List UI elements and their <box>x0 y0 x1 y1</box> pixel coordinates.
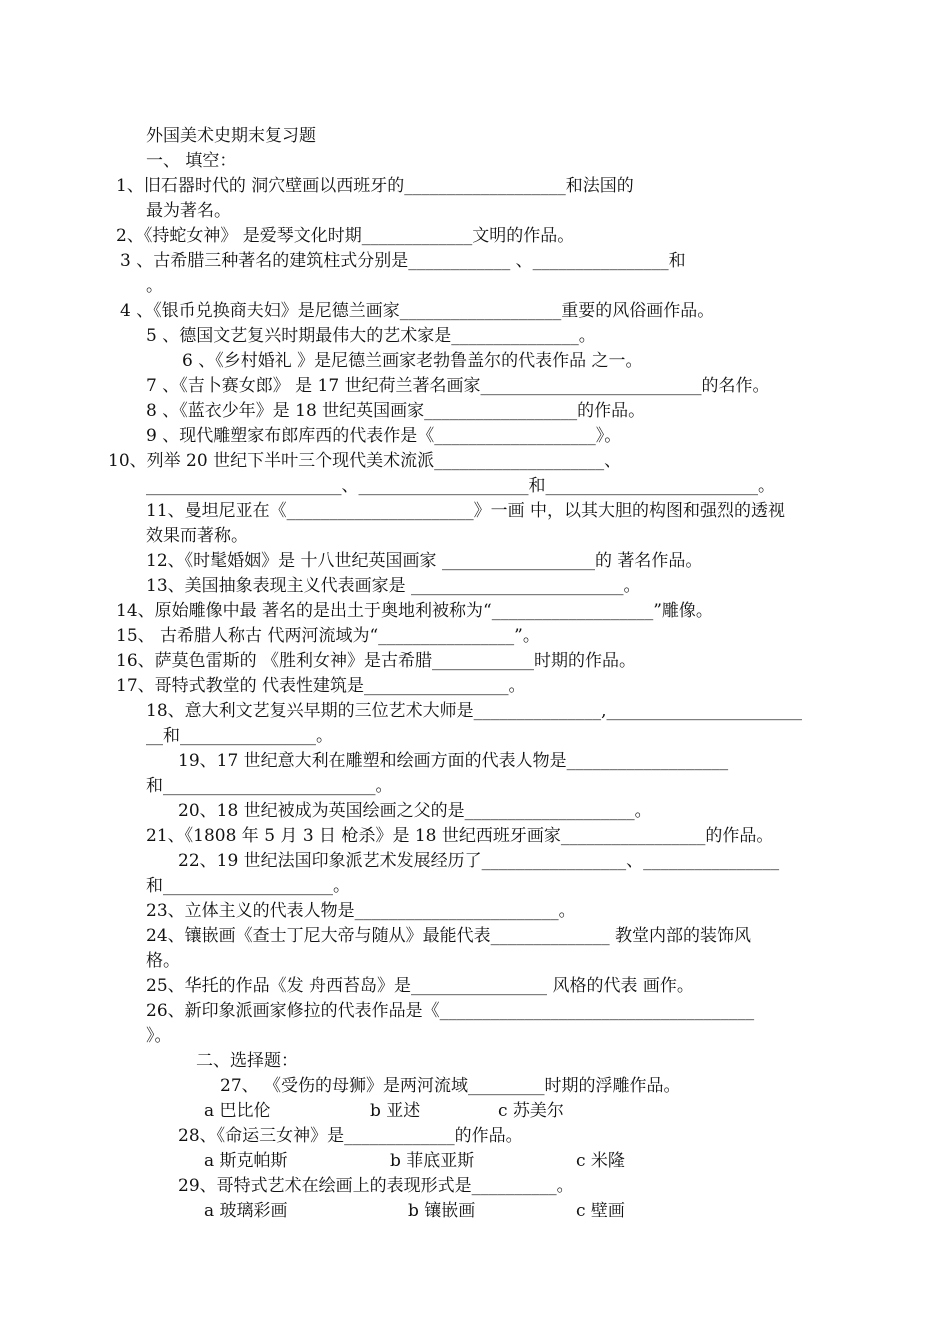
question-line: __和________________。 <box>146 726 333 746</box>
question-line: 26、新印象派画家修拉的代表作品是《_____________________________________ <box>146 1001 755 1021</box>
question-line: 11、曼坦尼亚在《______________________》一画 中，以其大胆的构图和强烈的透视 <box>146 501 786 521</box>
question-line: 19、17 世纪意大利在雕塑和绘画方面的代表人物是___________________ <box>178 751 729 771</box>
page-title: 外国美术史期末复习题 <box>146 126 316 146</box>
question-line: 最为著名。 <box>146 201 231 221</box>
question-line: 22、19 世纪法国印象派艺术发展经历了_________________、________________ <box>178 851 780 871</box>
question-line: 和____________________。 <box>146 876 350 896</box>
question-line: 24、镶嵌画《查士丁尼大帝与随从》最能代表______________ 教堂内部的装饰风 <box>146 926 752 946</box>
question-line: 7 、《吉卜赛女郎》 是 17 世纪荷兰著名画家__________________________的名作。 <box>146 376 770 396</box>
option-b: b 菲底亚斯 <box>390 1151 475 1171</box>
question-line: 2、《持蛇女神》 是爱琴文化时期_____________文明的作品。 <box>116 226 575 246</box>
question-line: _______________________、____________________和_________________________。 <box>146 476 775 496</box>
question-line: 13、美国抽象表现主义代表画家是 _________________________。 <box>146 576 641 596</box>
question-line: 14、原始雕像中最 著名的是出土于奥地利被称为“___________________”雕像。 <box>116 601 713 621</box>
option-a: a 斯克帕斯 <box>204 1151 288 1171</box>
question-line: 5 、德国文艺复兴时期最伟大的艺术家是_______________。 <box>146 326 596 346</box>
question-line: 1、旧石器时代的 洞穴壁画以西班牙的___________________和法国的 <box>116 176 634 196</box>
section-heading-choice: 二、选择题： <box>196 1051 298 1071</box>
question-line: 25、华托的作品《发 舟西苔岛》是________________ 风格的代表 画作。 <box>146 976 694 996</box>
question-line: 20、18 世纪被成为英国绘画之父的是____________________。 <box>178 801 652 821</box>
option-c: c 苏美尔 <box>498 1101 564 1121</box>
question-line: 。 <box>146 276 163 296</box>
question-line: 格。 <box>146 951 180 971</box>
question-line: 8 、《蓝衣少年》是 18 世纪英国画家__________________的作品。 <box>146 401 646 421</box>
question-line: 3 、古希腊三种著名的建筑柱式分别是____________ 、________________和 <box>120 251 686 271</box>
question-line: 21、《1808 年 5 月 3 日 枪杀》是 18 世纪西班牙画家_________________的作品。 <box>146 826 774 846</box>
question-line: 29、哥特式艺术在绘画上的表现形式是__________。 <box>178 1176 574 1196</box>
question-line: 》。 <box>146 1026 172 1046</box>
question-line: 4 、《银币兑换商夫妇》是尼德兰画家___________________重要的风俗画作品。 <box>120 301 715 321</box>
option-b: b 镶嵌画 <box>408 1201 476 1221</box>
question-line: 15、 古希腊人称古 代两河流域为“________________”。 <box>116 626 540 646</box>
option-c: c 米隆 <box>576 1151 625 1171</box>
question-line: 10、列举 20 世纪下半叶三个现代美术流派____________________、 <box>108 451 622 471</box>
question-line: 效果而著称。 <box>146 526 248 546</box>
option-b: b 亚述 <box>370 1101 421 1121</box>
option-c: c 壁画 <box>576 1201 625 1221</box>
question-line: 9 、现代雕塑家布郎库西的代表作是《___________________》。 <box>146 426 622 446</box>
question-line: 17、哥特式教堂的 代表性建筑是_________________。 <box>116 676 526 696</box>
option-a: a 玻璃彩画 <box>204 1201 288 1221</box>
option-a: a 巴比伦 <box>204 1101 271 1121</box>
question-line: 16、萨莫色雷斯的 《胜利女神》是古希腊____________时期的作品。 <box>116 651 637 671</box>
question-line: 12、《时髦婚姻》是 十八世纪英国画家 __________________的 著名作品。 <box>146 551 703 571</box>
question-line: 27、 《受伤的母狮》是两河流域_________时期的浮雕作品。 <box>220 1076 681 1096</box>
question-line: 23、立体主义的代表人物是________________________。 <box>146 901 576 921</box>
section-heading-fill-in: 一、 填空： <box>146 151 237 171</box>
question-line: 和_________________________。 <box>146 776 393 796</box>
question-line: 28、《命运三女神》是_____________的作品。 <box>178 1126 523 1146</box>
question-line: 18、意大利文艺复兴早期的三位艺术大师是_______________,_______________________ <box>146 701 803 721</box>
question-line: 6 、《乡村婚礼 》是尼德兰画家老勃鲁盖尔的代表作品 之一。 <box>182 351 643 371</box>
